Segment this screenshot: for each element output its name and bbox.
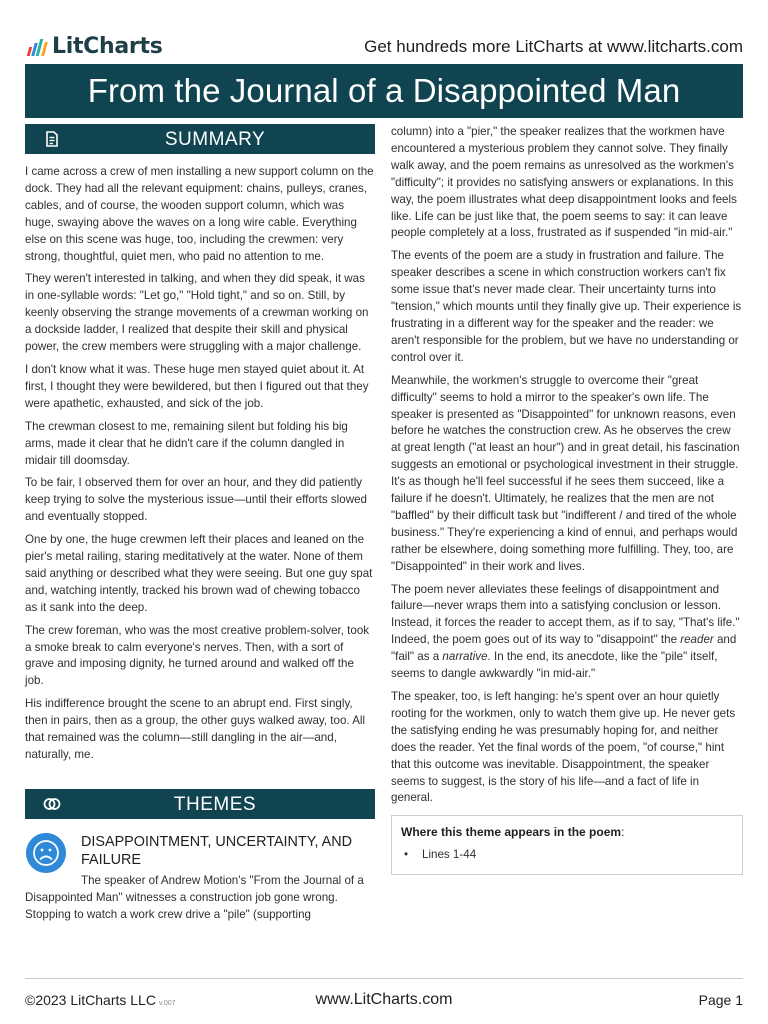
appearance-item[interactable]: • Lines 1-44: [401, 848, 733, 861]
summary-header: [25, 124, 375, 154]
sad-face-icon: [26, 833, 66, 873]
emphasis-narrative: narrative: [442, 650, 488, 664]
paragraph-text: and "fail" as a: [391, 633, 737, 664]
theme-paragraph: The events of the poem are a study in frustration and failure. The speaker describes a scene in which construction workers can't fix some issue that's never made clear. Their uncertainty turns into "tension," which mounts until they finally give up. Their experience is frustrating in a different way for the speaker and the reader: we aren't responsible for the problem, but we have no understanding or control over it.: [391, 249, 742, 364]
themes-heading: THEMES: [173, 793, 257, 815]
summary-paragraph: His indifference brought the scene to an abrupt end. First singly, then in pairs, then as a group, the other guys walked away, too. All that remained was the column—still dangling in the air—and, naturally, me.: [25, 697, 366, 761]
right-column: [391, 124, 743, 875]
header-promo-link[interactable]: Get hundreds more LitCharts at www.litcharts.com: [364, 37, 743, 56]
theme-paragraph: Meanwhile, the workmen's struggle to overcome their "great difficulty" seems to hold a mirror to the speaker's own life. The speaker is presented as "Disappointed" for unknown reasons, even before he watches the construction crew. As he observes the crew at great length ("at least an hour") and in great detail, his fascination suggests an emotional or psychological investment in their struggle. It's as though he'll feel successful if he sees them succeed, like a failure if he doesn't. Ultimately, he realizes that the men are not "baffled" by their difficult task but "indifferent / and tired of the whole business." They're experiencing a kind of ennui, and perhaps would rather be elsewhere, doing something more fulfilling. They, too, are "Disappointed" in their work and lives.: [391, 373, 740, 573]
left-column: [25, 124, 375, 930]
theme-paragraph: column) into a "pier," the speaker realizes that the workmen have encountered a mysterious problem they cannot solve. They finally walk away, and the poem remains as unresolved as the workmen's "difficulty"; it provides no satisfying answers or explanations. In this way, the poem illustrates what deep disappointment looks and feels like. Life can be just like that, the poem seems to say: it can leave people completely at a loss, frustrated as if suspended "in mid-air.": [391, 125, 737, 240]
theme-entry: [25, 829, 375, 924]
summary-paragraph: I don't know what it was. These huge men stayed quiet about it. At first, I thought they were bewildered, but then I figured out that they were apathetic, exhausted, and sick of the job.: [25, 362, 369, 410]
summary-paragraph: I came across a crew of men installing a new support column on the dock. They had all the relevant equipment: chains, pulleys, cranes, cables, and of course, the wooden support column, which was huge, swaying above the waves on a long wire cable. Everything else on this scene was huge, too, including the crewmen: very strong, thoughtful, quiet men, who paid no attention to me.: [25, 165, 374, 263]
page-header: [25, 32, 743, 62]
emphasis-reader: reader: [680, 633, 714, 647]
copyright-text: ©2023 LitCharts LLC: [25, 992, 156, 1008]
page-number: Page 1: [698, 992, 743, 1008]
themes-header: [25, 789, 375, 819]
summary-text: [25, 164, 375, 764]
theme-title: DISAPPOINTMENT, UNCERTAINTY, AND FAILURE: [81, 833, 353, 868]
logo-bars-icon: [28, 38, 46, 56]
paragraph-text: . In the end, its anecdote, like the "pile" itself, seems to dangle awkwardly "in mid-air.": [391, 650, 718, 681]
summary-paragraph: The crewman closest to me, remaining silent but folding his big arms, made it clear that he didn't care if the column dangled in midair till doomsday.: [25, 419, 348, 467]
appearances-title-colon: :: [621, 825, 625, 840]
summary-paragraph: To be fair, I observed them for over an hour, and they did patiently keep trying to solve the mysterious issue—until their efforts slowed and eventually stopped.: [25, 476, 367, 524]
summary-heading: SUMMARY: [164, 129, 266, 150]
page-footer: [25, 990, 743, 1014]
appearances-list: [401, 848, 733, 861]
theme-paragraph: [391, 582, 743, 683]
theme-appearances-box: [391, 815, 743, 875]
appearances-title-text: Where this theme appears in the poem: [401, 825, 622, 840]
logo-text: LitCharts: [52, 34, 163, 59]
version-label: v.007: [158, 1000, 176, 1007]
paragraph-text: The poem never alleviates these feelings of disappointment and failure—never wraps them into a satisfying conclusion or lesson. Instead, it forces the reader to accept them, as if to say, "That's life." Indeed, the poem goes out of its way to "disappoint" the: [391, 582, 740, 647]
theme-paragraph: The speaker, too, is left hanging: he's spent over an hour quietly rooting for the workmen, only to watch them give up. He never gets the satisfying ending he was presumably hoping for, and neither does the reader. Yet the final words of the poem, "of course," hint that this outcome was inevitable. Disappointment, the speaker seems to suggest, is the story of his life—and a fact of life in general.: [391, 690, 736, 805]
summary-paragraph: One by one, the huge crewmen left their places and leaned on the pier's metal railing, staring meditatively at the water. None of them said anything or described what they were seeing. But one guy spat and, watching intently, tracked his brown wad of chewing tobacco as it sank into the deep.: [25, 533, 373, 614]
summary-paragraph: They weren't interested in talking, and when they did speak, it was in one-syllable words: "Let go," "Hold tight," and so on. Still, by keenly observing the strange movements of a crewman working on a dockside ladder, I realized that despite their skill and physical power, the crew members were struggling with a major challenge.: [25, 272, 369, 354]
summary-paragraph: The crew foreman, who was the most creative problem-solver, took a smoke break to calm everyone's nerves. Then, with a sort of grave and imposing dignity, he turned around and walked off the job.: [25, 623, 370, 688]
footer-site-link[interactable]: www.LitCharts.com: [315, 991, 453, 1008]
appearances-title: [401, 825, 733, 839]
page-title: From the Journal of a Disappointed Man: [25, 64, 743, 118]
litcharts-logo[interactable]: [28, 34, 163, 59]
theme-intro: The speaker of Andrew Motion's "From the Journal of a Disappointed Man" witnesses a construction job gone wrong. Stopping to watch a work crew drive a "pile" (supporting: [25, 873, 364, 921]
footer-divider: [25, 978, 743, 979]
